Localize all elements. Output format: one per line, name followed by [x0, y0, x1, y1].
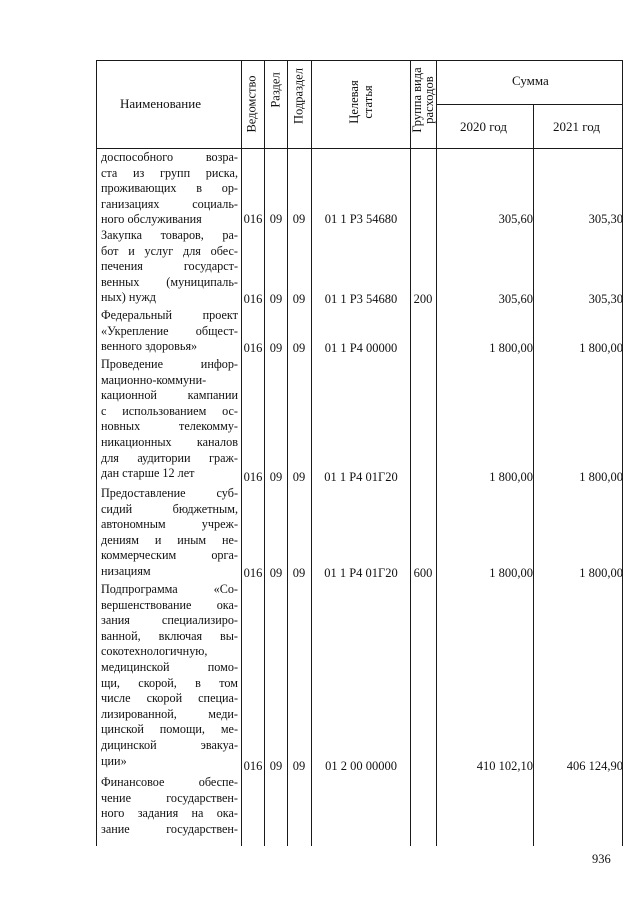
name-line: проживающих в ор- [101, 181, 238, 196]
table-right-border [622, 60, 623, 846]
row-5-dept: 016 [243, 566, 263, 580]
name-line: лизированной, меди- [101, 706, 238, 721]
name-line: ганизациях социаль- [101, 196, 238, 211]
name-line: ста из групп риска, [101, 165, 238, 180]
header-subsection: Подраздел [291, 68, 306, 124]
row-1-dept: 016 [243, 212, 263, 226]
row-1-2020: 305,60 [498, 212, 533, 226]
name-line: низациям [101, 563, 151, 578]
row-2-section: 09 [269, 292, 283, 306]
name-line: автономным учреж- [101, 517, 238, 532]
header-year-2020: 2020 год [460, 119, 507, 134]
row-6-2021: 406 124,90 [566, 759, 623, 773]
sum-header-divider [436, 104, 622, 105]
header-dept: Ведомство [244, 75, 259, 133]
row-3-target: 01 1 P4 00000 [324, 341, 398, 355]
row-4-subsection: 09 [292, 470, 306, 484]
header-section: Раздел [268, 72, 283, 108]
row-2-dept: 016 [243, 292, 263, 306]
col-divider-years [533, 104, 534, 846]
row-2-name [101, 228, 238, 306]
row-4-2021: 1 800,00 [579, 470, 623, 484]
col-divider-subsection [311, 60, 312, 846]
col-divider-target [410, 60, 411, 846]
row-3-name [101, 308, 238, 355]
name-line: Федеральный проект [101, 308, 238, 322]
row-4-name [101, 357, 238, 482]
header-year-2021: 2021 год [553, 119, 600, 134]
row-4-target: 01 1 P4 01Г20 [324, 470, 398, 484]
row-5-target: 01 1 P4 01Г20 [324, 566, 398, 580]
name-line: доспособного возра- [101, 150, 238, 164]
name-line: ного обслуживания [101, 212, 202, 227]
name-line: кационной кампании [101, 388, 238, 403]
name-line: для аудитории граж- [101, 450, 238, 465]
name-line: коммерческим орга- [101, 548, 238, 563]
row-1-section: 09 [269, 212, 283, 226]
row-2-subsection: 09 [292, 292, 306, 306]
header-expense-group-text: Группа вида расходов [410, 67, 436, 133]
name-line: ванной, включая вы- [101, 628, 238, 643]
name-line: щи, скорой, в том [101, 675, 238, 690]
row-5-2021: 1 800,00 [579, 566, 623, 580]
row-6-subsection: 09 [292, 759, 306, 773]
name-line: Закупка товаров, ра- [101, 228, 238, 242]
row-1-target: 01 1 P3 54680 [324, 212, 398, 226]
row-6-2020: 410 102,10 [476, 759, 533, 773]
row-5-subsection: 09 [292, 566, 306, 580]
row-6-target: 01 2 00 00000 [325, 759, 397, 773]
name-line: никационных каналов [101, 434, 238, 449]
row-4-dept: 016 [243, 470, 263, 484]
row-5-name [101, 486, 238, 580]
row-3-section: 09 [269, 341, 283, 355]
name-line: дан старше 12 лет [101, 466, 195, 481]
row-5-2020: 1 800,00 [489, 566, 533, 580]
name-line: цинской помощи, ме- [101, 722, 238, 737]
row-1-2021: 305,30 [588, 212, 623, 226]
col-divider-section [287, 60, 288, 846]
name-line: венных (муниципаль- [101, 274, 238, 289]
name-line: ного задания на ока- [101, 806, 238, 821]
row-3-dept: 016 [243, 341, 263, 355]
row-2-group: 200 [413, 292, 433, 306]
name-line: числе скорой специа- [101, 691, 238, 706]
row-7-name [101, 775, 238, 837]
header-expense-group [411, 61, 435, 139]
col-divider-group [436, 60, 437, 846]
row-3-2021: 1 800,00 [579, 341, 623, 355]
row-4-2020: 1 800,00 [489, 470, 533, 484]
col-divider-name [241, 60, 242, 846]
name-line: зание государствен- [101, 821, 238, 836]
table-left-border [96, 60, 97, 846]
row-6-name [101, 582, 238, 769]
name-line: Проведение инфор- [101, 357, 238, 371]
row-4-section: 09 [269, 470, 283, 484]
name-line: «Укрепление общест- [101, 323, 238, 338]
name-line: новных телекомму- [101, 419, 238, 434]
name-line: венного здоровья» [101, 339, 198, 354]
row-1-name [101, 150, 238, 228]
name-line: дицинской эвакуа- [101, 737, 238, 752]
name-line: ции» [101, 753, 127, 768]
name-line: Подпрограмма «Со- [101, 582, 238, 596]
name-line: печения государст- [101, 259, 238, 274]
row-6-dept: 016 [243, 759, 263, 773]
row-3-subsection: 09 [292, 341, 306, 355]
header-bottom-border [96, 148, 622, 149]
name-line: сидий бюджетным, [101, 501, 238, 516]
name-line: медицинской помо- [101, 659, 238, 674]
name-line: с использованием ос- [101, 403, 238, 418]
table-top-border [96, 60, 622, 61]
name-line: сокотехнологичную, [101, 644, 208, 659]
name-line: мационно-коммуни- [101, 372, 207, 387]
header-name: Наименование [120, 96, 201, 111]
header-target-article [347, 78, 375, 126]
name-line: зания специализиро- [101, 613, 238, 628]
row-5-group: 600 [413, 566, 433, 580]
row-3-2020: 1 800,00 [489, 341, 533, 355]
header-target-article-text: Целевая статья [347, 80, 375, 124]
row-2-2020: 305,60 [498, 292, 533, 306]
name-line: Финансовое обеспе- [101, 775, 238, 789]
name-line: ных) нужд [101, 290, 156, 305]
name-line: бот и услуг для обес- [101, 243, 238, 258]
row-2-target: 01 1 P3 54680 [324, 292, 398, 306]
col-divider-dept [264, 60, 265, 846]
name-line: вершенствование ока- [101, 597, 238, 612]
row-1-subsection: 09 [292, 212, 306, 226]
name-line: дениям и иным не- [101, 532, 238, 547]
name-line: чение государствен- [101, 790, 238, 805]
row-6-section: 09 [269, 759, 283, 773]
row-2-2021: 305,30 [588, 292, 623, 306]
page-number: 936 [592, 852, 611, 866]
row-5-section: 09 [269, 566, 283, 580]
name-line: Предоставление суб- [101, 486, 238, 500]
header-sum: Сумма [512, 73, 549, 88]
